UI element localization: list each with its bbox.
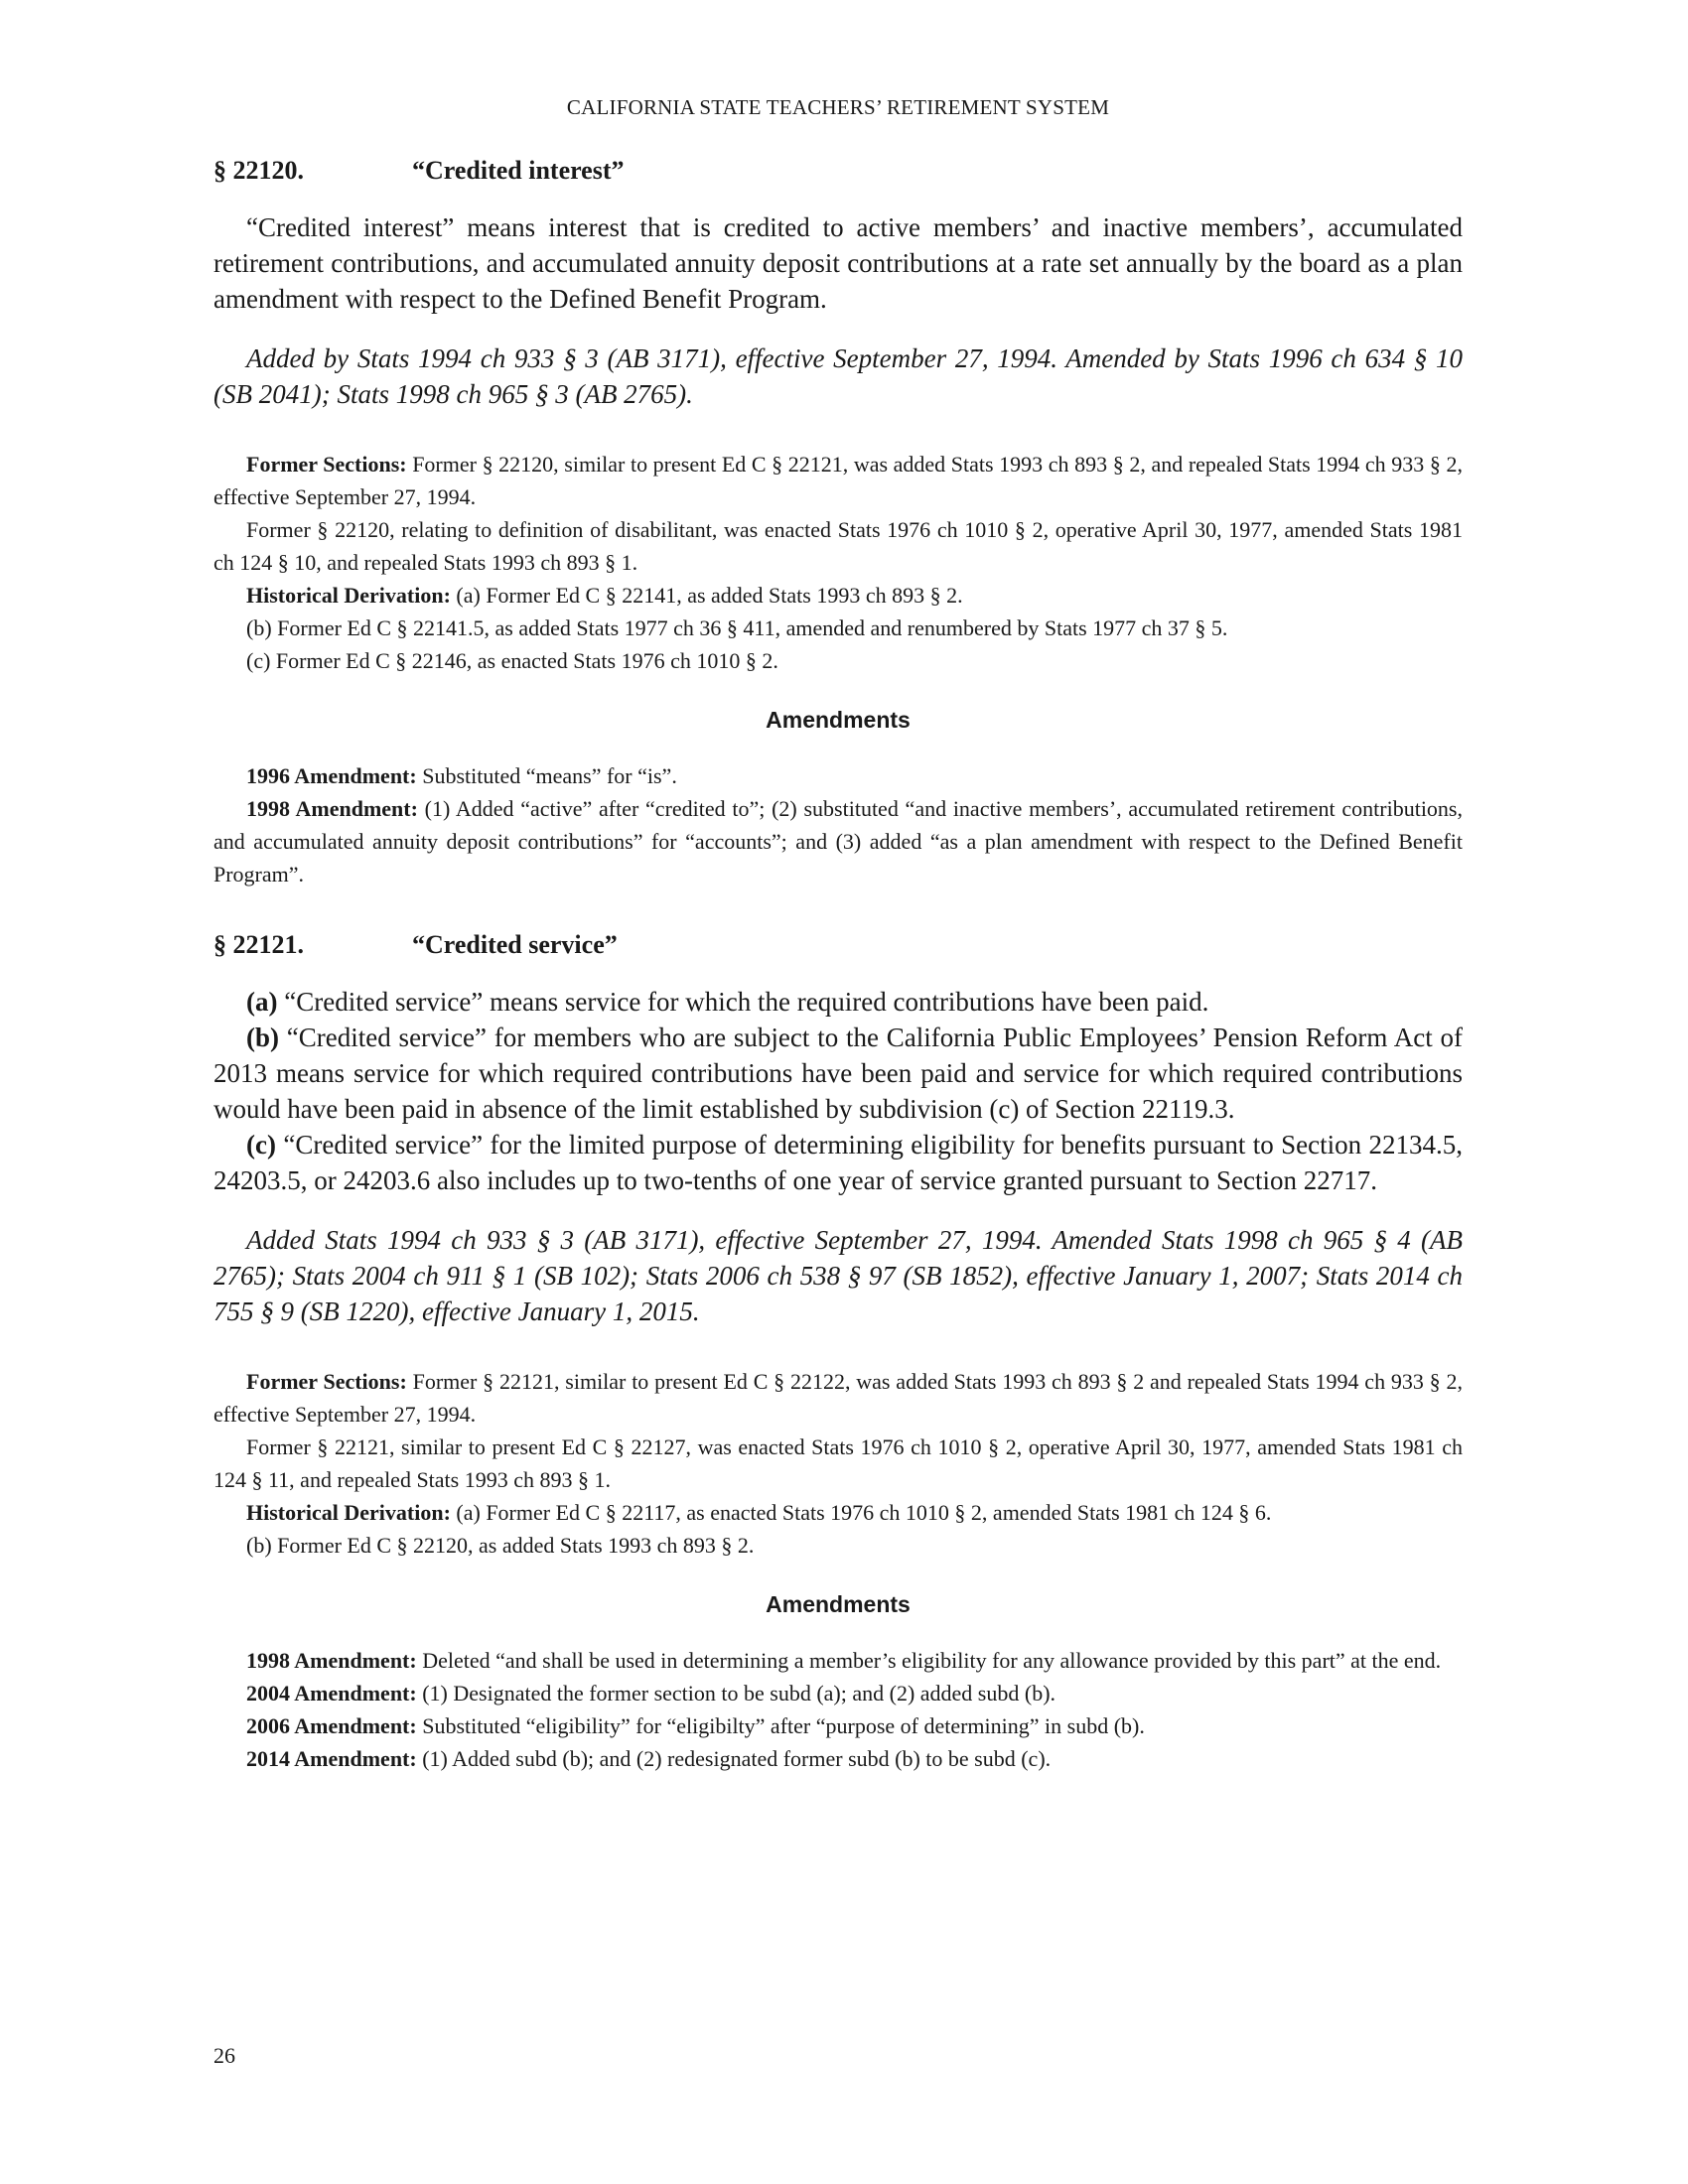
amendments-heading: Amendments bbox=[766, 707, 911, 733]
note-paragraph bbox=[213, 612, 1463, 644]
amendment-label: 1996 Amendment: bbox=[246, 763, 417, 788]
note-text: Former § 22121, similar to present Ed C § 22127, was enacted Stats 1976 ch 1010 § 2, operative April 30, 1977, amended Stats 1981 ch 124 § 11, and repealed Stats 1993 ch 893 § 1. bbox=[213, 1434, 1463, 1492]
note-paragraph bbox=[213, 1496, 1463, 1529]
note-text: Former § 22120, relating to definition of disabilitant, was enacted Stats 1976 ch 1010 § 2, operative April 30, 1977, amended Stats 1981 ch 124 § 10, and repealed Stats 1993 ch 893 § 1. bbox=[213, 517, 1463, 575]
amendment-paragraph bbox=[213, 759, 1463, 792]
subdivision-label: (a) bbox=[246, 987, 278, 1017]
history-note: Added by Stats 1994 ch 933 § 3 (AB 3171), effective September 27, 1994. Amended by Stats 1996 ch 634 § 10 (SB 2041); Stats 1998 ch 965 § 3 (AB 2765). bbox=[213, 343, 1463, 409]
note-text: Former § 22121, similar to present Ed C § 22122, was added Stats 1993 ch 893 § 2 and repealed Stats 1994 ch 933 § 2, effective September 27, 1994. bbox=[213, 1369, 1463, 1427]
running-header: CALIFORNIA STATE TEACHERS’ RETIREMENT SYSTEM bbox=[566, 95, 1110, 119]
notes-block bbox=[213, 1365, 1463, 1562]
subdivision-label: (c) bbox=[246, 1130, 276, 1160]
section-text-body: “Credited interest” means interest that is credited to active members’ and inactive members’, accumulated retirement contributions, and accumulated annuity deposit contributions at a rate set annually by the board as a plan amendment with respect to the Defined Benefit Program. bbox=[213, 212, 1463, 314]
amendment-paragraph bbox=[213, 1709, 1463, 1742]
amendment-text: (1) Added “active” after “credited to”; (2) substituted “and inactive members’, accumulated retirement contributions, and accumulated annuity deposit contributions” for “accounts”; and (3) added “as a plan amendment with respect to the Defined Benefit Program”. bbox=[213, 796, 1463, 887]
history-note: Added Stats 1994 ch 933 § 3 (AB 3171), effective September 27, 1994. Amended Stats 1998 ch 965 § 4 (AB 2765); Stats 2004 ch 911 § 1 (SB 102); Stats 2006 ch 538 § 97 (SB 1852), effective January 1, 2007; Stats 2014 ch 755 § 9 (SB 1220), effective January 1, 2015. bbox=[213, 1225, 1463, 1326]
note-paragraph bbox=[213, 644, 1463, 677]
amendments-heading: Amendments bbox=[766, 1591, 911, 1617]
subdivision-text: “Credited service” means service for which the required contributions have been paid. bbox=[277, 987, 1209, 1017]
amendment-paragraph bbox=[213, 792, 1463, 890]
note-label: Historical Derivation: bbox=[246, 1500, 451, 1525]
amendment-label: 2014 Amendment: bbox=[246, 1746, 417, 1771]
note-text: (a) Former Ed C § 22141, as added Stats 1993 ch 893 § 2. bbox=[450, 583, 963, 608]
note-text: (a) Former Ed C § 22117, as enacted Stats 1976 ch 1010 § 2, amended Stats 1981 ch 124 § 6. bbox=[450, 1500, 1272, 1525]
note-text: (c) Former Ed C § 22146, as enacted Stats 1976 ch 1010 § 2. bbox=[246, 648, 778, 673]
amendment-text: Substituted “eligibility” for “eligibilty” after “purpose of determining” in subd (b). bbox=[416, 1713, 1145, 1738]
section-heading bbox=[213, 930, 1463, 960]
note-paragraph bbox=[213, 513, 1463, 579]
note-paragraph bbox=[213, 1365, 1463, 1431]
note-paragraph bbox=[213, 1529, 1463, 1562]
note-text: (b) Former Ed C § 22120, as added Stats 1993 ch 893 § 2. bbox=[246, 1533, 755, 1558]
section-spacer bbox=[213, 890, 1463, 930]
note-paragraph bbox=[213, 448, 1463, 513]
page-number: 26 bbox=[213, 2043, 235, 2068]
subdivision-text: “Credited service” for members who are subject to the California Public Employees’ Pension Reform Act of 2013 means service for which required contributions have been paid and service for which required contributions would have been paid in absence of the limit established by subdivision (c) of Section 22119.3. bbox=[213, 1023, 1463, 1124]
amendment-text: (1) Added subd (b); and (2) redesignated former subd (b) to be subd (c). bbox=[416, 1746, 1052, 1771]
section-title: “Credited service” bbox=[412, 930, 618, 959]
amendment-text: (1) Designated the former section to be subd (a); and (2) added subd (b). bbox=[416, 1681, 1056, 1706]
note-label: Historical Derivation: bbox=[246, 583, 451, 608]
subdivision-b bbox=[213, 1020, 1463, 1127]
amendment-text: Deleted “and shall be used in determining a member’s eligibility for any allowance provided by this part” at the end. bbox=[416, 1648, 1442, 1673]
section-22120 bbox=[213, 156, 1463, 890]
document-page bbox=[213, 95, 1463, 1775]
subdivision-text: “Credited service” for the limited purpose of determining eligibility for benefits pursuant to Section 22134.5, 24203.5, or 24203.6 also includes up to two-tenths of one year of service granted pursuant to Section 22717. bbox=[213, 1130, 1463, 1195]
note-text: Former § 22120, similar to present Ed C § 22121, was added Stats 1993 ch 893 § 2, and repealed Stats 1994 ch 933 § 2, effective September 27, 1994. bbox=[213, 452, 1463, 509]
note-label: Former Sections: bbox=[246, 1369, 407, 1394]
subdivision-c bbox=[213, 1127, 1463, 1198]
amendment-text: Substituted “means” for “is”. bbox=[416, 763, 677, 788]
subdivision-label: (b) bbox=[246, 1023, 279, 1052]
amendment-paragraph bbox=[213, 1742, 1463, 1775]
section-number: § 22120. bbox=[213, 156, 304, 185]
note-paragraph bbox=[213, 579, 1463, 612]
section-22121 bbox=[213, 930, 1463, 1775]
notes-block bbox=[213, 448, 1463, 677]
amendment-label: 2004 Amendment: bbox=[246, 1681, 417, 1706]
amendment-paragraph bbox=[213, 1677, 1463, 1709]
section-heading bbox=[213, 156, 1463, 186]
section-text bbox=[213, 209, 1463, 317]
amendment-label: 1998 Amendment: bbox=[246, 1648, 417, 1673]
amendment-label: 2006 Amendment: bbox=[246, 1713, 417, 1738]
note-paragraph bbox=[213, 1431, 1463, 1496]
amendment-label: 1998 Amendment: bbox=[246, 796, 418, 821]
subdivision-a bbox=[213, 984, 1463, 1020]
amendment-paragraph bbox=[213, 1644, 1463, 1677]
section-title: “Credited interest” bbox=[412, 156, 625, 185]
section-number: § 22121. bbox=[213, 930, 304, 959]
note-text: (b) Former Ed C § 22141.5, as added Stats 1977 ch 36 § 411, amended and renumbered by Stats 1977 ch 37 § 5. bbox=[246, 615, 1228, 640]
note-label: Former Sections: bbox=[246, 452, 407, 477]
